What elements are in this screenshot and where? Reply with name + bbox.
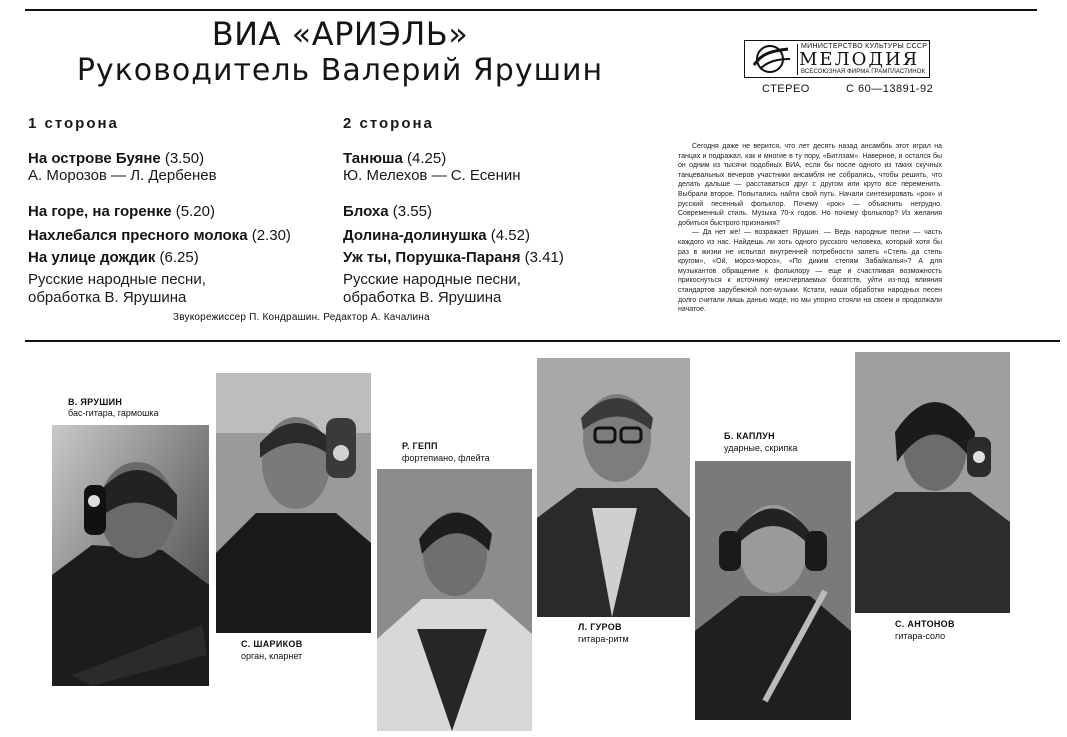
member-photo bbox=[695, 461, 851, 720]
catalog-number: С 60—13891-92 bbox=[846, 83, 934, 95]
track-title: Танюша bbox=[343, 150, 403, 167]
band-title: ВИА «АРИЭЛЬ» bbox=[211, 15, 469, 53]
liner-paragraph: Сегодня даже не верится, что лет десять назад ансамбль этот играл на танцах и подражал, как и многие в ту пору, «Битлзам». Наверное, и остался бы он одним из тысячи подобных ВИА, если бы после одного из таких скучных танцевальных вечеров участники ансамбля не собрались, чтобы решить, что делать дальше — расставаться друг с другом или круто все переменить. Выбрали второе. Попытались найти свой путь. Начали синтезировать «рок» и русский песенный фольклор. Почему «рок» — объяснить нетрудно. Современный стиль. Музыка 70-х годов. Но почему фольклор? Из желания добиться быстрого признания? bbox=[678, 143, 942, 227]
member-photo bbox=[377, 469, 532, 731]
top-rule bbox=[25, 9, 1037, 11]
member-role: гитара-ритм bbox=[578, 634, 629, 644]
side1-folk-line1: Русские народные песни, bbox=[28, 271, 206, 288]
production-credits: Звукорежиссер П. Кондрашин. Редактор А. Качалина bbox=[173, 312, 430, 323]
side2-folk-line2: обработка В. Ярушина bbox=[343, 289, 502, 306]
side2-track-3 bbox=[343, 227, 530, 245]
melodiya-logo bbox=[744, 40, 930, 78]
side1-folk-line2: обработка В. Ярушина bbox=[28, 289, 187, 306]
member-role: орган, кларнет bbox=[241, 651, 303, 661]
member-photo bbox=[52, 425, 209, 686]
member-name: С. ШАРИКОВ bbox=[241, 639, 303, 649]
logo-divider bbox=[797, 44, 798, 75]
member-photo bbox=[855, 352, 1010, 613]
member-photo bbox=[216, 373, 371, 633]
track-title: На острове Буяне bbox=[28, 150, 161, 167]
track-title: Блоха bbox=[343, 203, 389, 220]
side2-heading: 2 сторона bbox=[343, 115, 434, 132]
side2-track-4 bbox=[343, 249, 564, 267]
melodiya-mark-icon bbox=[748, 43, 793, 75]
track-duration: (5.20) bbox=[175, 203, 215, 220]
band-leader: Руководитель Валерий Ярушин bbox=[76, 53, 604, 88]
side2-track-2 bbox=[343, 203, 432, 221]
track-title: На горе, на горенке bbox=[28, 203, 172, 220]
track-title: Нахлебался пресного молока bbox=[28, 227, 248, 244]
stereo-label: СТЕРЕО bbox=[762, 83, 810, 95]
track-duration: (4.52) bbox=[490, 227, 530, 244]
member-name: Б. КАПЛУН bbox=[724, 431, 775, 441]
side1-track-2 bbox=[28, 203, 215, 221]
side1-track1-credit: А. Морозов — Л. Дербенев bbox=[28, 167, 217, 184]
track-title: Долина-долинушка bbox=[343, 227, 487, 244]
track-title: На улице дождик bbox=[28, 249, 156, 266]
track-title: Уж ты, Порушка-Параня bbox=[343, 249, 521, 266]
member-role: гитара-соло bbox=[895, 631, 946, 641]
side1-heading: 1 сторона bbox=[28, 115, 119, 132]
liner-paragraph: — Да нет же! — возражает Ярушин. — Ведь народные песни — часть каждого из нас. Найдешь ли хоть одного русского человека, который хотя бы раз в жизни не испытал внутренней потребности запеть «Степь да степь кругом», «Ой, мороз-мороз», «По диким степям Забайкалья»? А для музыкантов обращение к фольклору — еще и счастливая возможность прикоснуться к источнику неисчерпаемых богатств, уйти из-под влияния стандартов зарубежной поп-музыки. Кстати, наши обработки народных песен долго считали лишь данью моде, но мы упорно стояли на своем и продолжали начатое. bbox=[678, 229, 942, 314]
member-role: ударные, скрипка bbox=[724, 443, 798, 453]
track-duration: (2.30) bbox=[251, 227, 291, 244]
member-name: С. АНТОНОВ bbox=[895, 619, 955, 629]
side2-track1-credit: Ю. Мелехов — С. Есенин bbox=[343, 167, 521, 184]
logo-company: ВСЕСОЮЗНАЯ ФИРМА ГРАМПЛАСТИНОК bbox=[801, 69, 926, 75]
logo-ministry: МИНИСТЕРСТВО КУЛЬТУРЫ СССР bbox=[801, 43, 928, 50]
track-duration: (3.41) bbox=[524, 249, 564, 266]
member-name: Р. ГЕПП bbox=[402, 441, 438, 451]
track-duration: (3.50) bbox=[164, 150, 205, 167]
side2-folk-line1: Русские народные песни, bbox=[343, 271, 521, 288]
liner-notes bbox=[678, 142, 942, 315]
member-role: бас-гитара, гармошка bbox=[68, 408, 159, 418]
logo-name: МЕЛОДИЯ bbox=[799, 49, 920, 70]
side1-track-4 bbox=[28, 249, 199, 267]
track-duration: (6.25) bbox=[159, 249, 199, 266]
member-role: фортепиано, флейта bbox=[402, 453, 490, 463]
side2-track-1 bbox=[343, 150, 446, 168]
member-name: Л. ГУРОВ bbox=[578, 622, 622, 632]
track-duration: (3.55) bbox=[392, 203, 432, 220]
side1-track-3 bbox=[28, 227, 291, 245]
member-name: В. ЯРУШИН bbox=[68, 397, 123, 407]
member-photo bbox=[537, 358, 690, 617]
track-duration: (4.25) bbox=[407, 150, 447, 167]
side1-track-1 bbox=[28, 150, 204, 168]
section-rule bbox=[25, 340, 1060, 342]
